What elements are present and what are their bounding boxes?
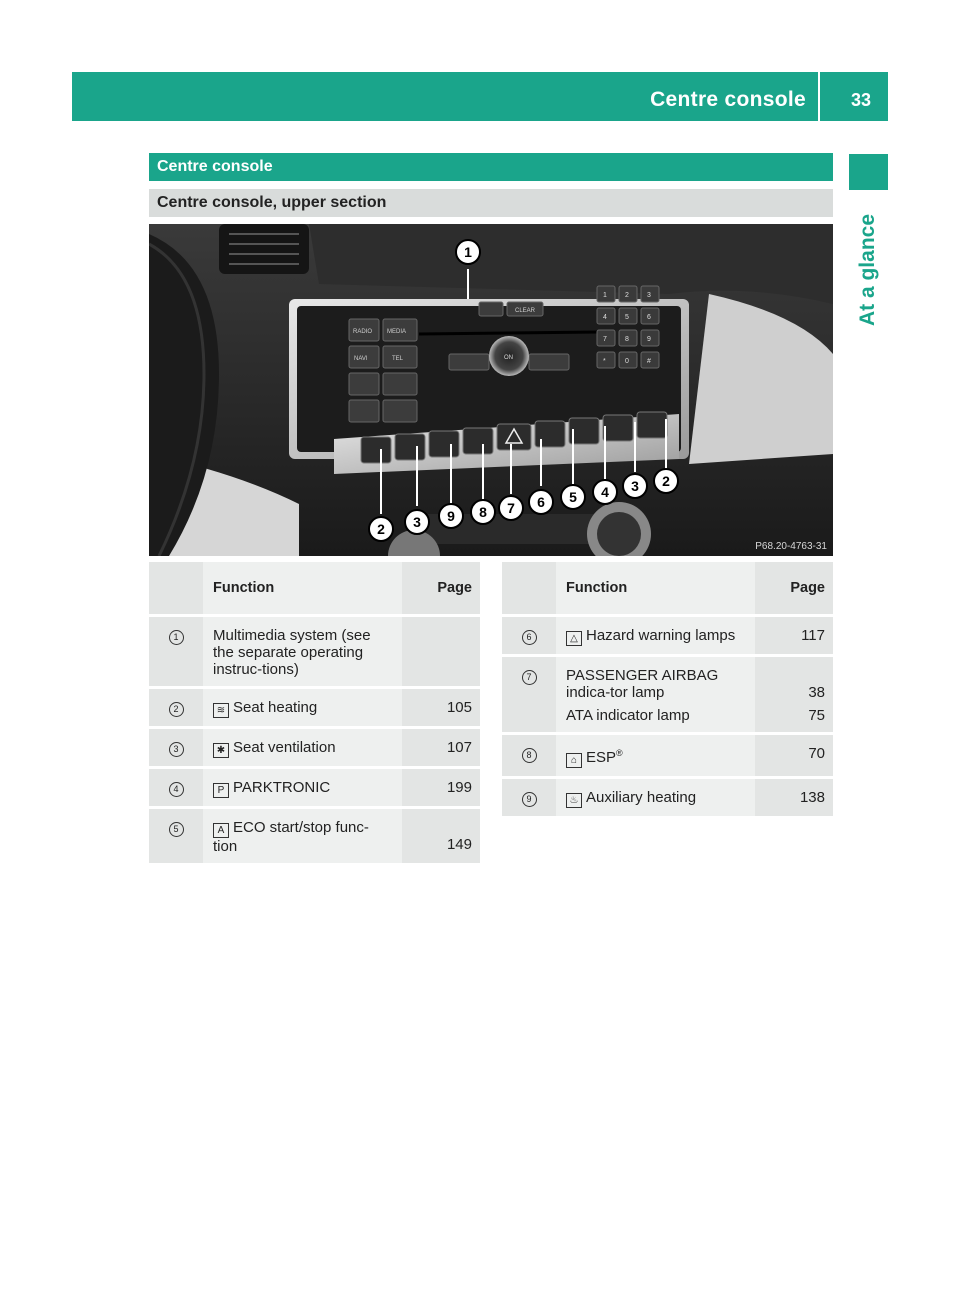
figure-reference: P68.20-4763-31 — [755, 541, 827, 552]
registered-mark: ® — [616, 748, 623, 758]
navi-key-label: NAVI — [354, 356, 368, 362]
header-title: Centre console — [650, 72, 820, 121]
media-key-label: MEDIA — [387, 329, 407, 335]
keypad-7-label: 7 — [603, 336, 607, 343]
header-blank — [502, 562, 556, 616]
callout-1: 1 — [464, 244, 472, 260]
table-row — [502, 778, 833, 817]
parktronic-off-icon: P — [213, 783, 229, 798]
keypad-4-label: 4 — [603, 314, 607, 321]
eco-start-stop-icon: A — [213, 823, 229, 838]
table-row — [502, 734, 833, 778]
page-ref: 105 — [446, 699, 472, 716]
item-number-6: 6 — [522, 630, 537, 645]
item-number-3: 3 — [169, 742, 184, 757]
page-ref: 117 — [801, 627, 825, 644]
item-number-7: 7 — [522, 670, 537, 685]
callout-9: 9 — [447, 508, 455, 524]
table-row — [149, 808, 480, 864]
seat-ventilation-icon: ✱ — [213, 743, 229, 758]
keypad-3-label: 3 — [647, 292, 651, 299]
page-ref-secondary: 75 — [808, 707, 825, 724]
function-text: Multimedia system (see the separate operating instruc-tions) — [213, 627, 371, 678]
page-ref: 149 — [446, 836, 472, 853]
callout-3-left: 3 — [413, 514, 421, 530]
item-number-4: 4 — [169, 782, 184, 797]
on-knob-label: ON — [504, 355, 513, 361]
function-text-secondary: ATA indicator lamp — [566, 707, 690, 724]
callout-6: 6 — [537, 494, 545, 510]
callout-5: 5 — [569, 489, 577, 505]
clear-key-label: CLEAR — [515, 308, 536, 314]
callout-8: 8 — [479, 504, 487, 520]
keypad-9-label: 9 — [647, 336, 651, 343]
table-row — [149, 688, 480, 728]
function-text: ESP — [586, 749, 617, 766]
table-row — [149, 616, 480, 688]
page-ref: 107 — [446, 739, 472, 756]
page-header — [72, 72, 888, 121]
table-row — [149, 768, 480, 808]
esp-off-icon: ⌂ — [566, 753, 582, 768]
table-row — [502, 616, 833, 656]
callout-7: 7 — [507, 500, 515, 516]
function-text: PASSENGER AIRBAG indica-tor lamp — [566, 667, 719, 701]
page-ref: 199 — [446, 779, 472, 796]
page-ref: 138 — [799, 789, 825, 806]
page-ref: 38 — [808, 684, 825, 701]
keypad-6-label: 6 — [647, 314, 651, 321]
keypad-5-label: 5 — [625, 314, 629, 321]
right-function-table — [502, 562, 833, 816]
header-page: Page — [755, 562, 833, 616]
table-row — [502, 656, 833, 734]
side-tab-block — [849, 154, 888, 190]
seat-heating-icon: ≋ — [213, 703, 229, 718]
table-row — [149, 728, 480, 768]
keypad-1-label: 1 — [603, 292, 607, 299]
side-tab-label: At a glance — [856, 213, 879, 327]
function-text: Seat heating — [233, 699, 318, 716]
page-ref: 70 — [808, 745, 825, 762]
subsection-title: Centre console, upper section — [149, 189, 833, 217]
tel-key-label: TEL — [392, 356, 404, 362]
item-number-8: 8 — [522, 748, 537, 763]
item-number-2: 2 — [169, 702, 184, 717]
header-blank — [149, 562, 203, 616]
section-title: Centre console — [149, 153, 833, 181]
function-text: Hazard warning lamps — [586, 627, 736, 644]
callout-4: 4 — [601, 484, 609, 500]
header-function: Function — [203, 562, 402, 616]
function-text: Seat ventilation — [233, 739, 336, 756]
function-text: Auxiliary heating — [586, 789, 697, 806]
page-number: 33 — [850, 90, 872, 110]
keypad-2-label: 2 — [625, 292, 629, 299]
function-text: ECO start/stop func-tion — [213, 819, 369, 855]
hazard-warning-icon: △ — [566, 631, 582, 646]
keypad-8-label: 8 — [625, 336, 629, 343]
callout-2-right: 2 — [662, 473, 670, 489]
header-page: Page — [402, 562, 480, 616]
item-number-1: 1 — [169, 630, 184, 645]
function-text: PARKTRONIC — [233, 779, 331, 796]
radio-key-label: RADIO — [353, 329, 373, 335]
header-function: Function — [556, 562, 755, 616]
keypad-0-label: 0 — [625, 358, 629, 365]
centre-console-photo — [149, 224, 833, 556]
item-number-9: 9 — [522, 792, 537, 807]
callout-2-left: 2 — [377, 521, 385, 537]
keypad-star-label: * — [603, 358, 606, 365]
item-number-5: 5 — [169, 822, 184, 837]
auxiliary-heating-icon: ♨ — [566, 793, 582, 808]
keypad-hash-label: # — [647, 358, 651, 365]
callout-3-right: 3 — [631, 478, 639, 494]
left-function-table — [149, 562, 480, 863]
